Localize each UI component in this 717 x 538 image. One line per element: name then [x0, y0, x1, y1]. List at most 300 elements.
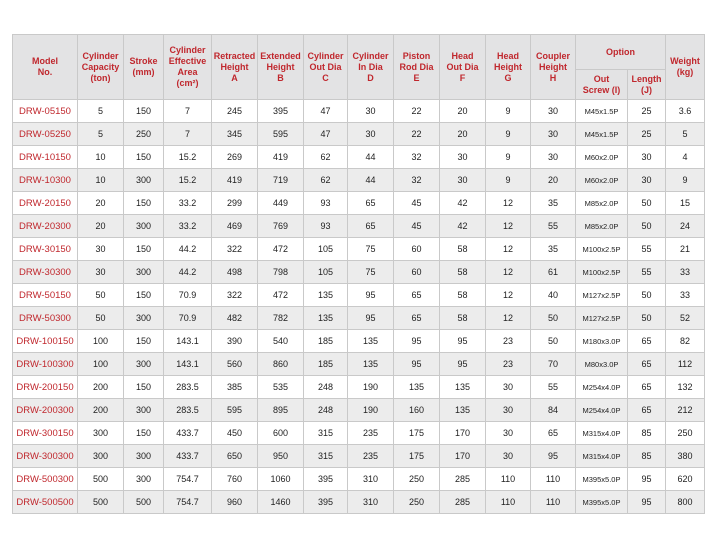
table-row [13, 192, 705, 215]
header-line: Effective [168, 56, 207, 66]
header-line: C [322, 72, 329, 83]
model-cell: DRW-50300 [13, 307, 78, 330]
stroke-cell: 150 [124, 100, 164, 123]
head-height-cell: 9 [486, 169, 531, 192]
header-line: Height [220, 61, 249, 72]
retracted-height-cell: 650 [212, 445, 258, 468]
extended-height-cell: 950 [258, 445, 304, 468]
table-row [13, 353, 705, 376]
cylinder-out-dia-cell: 135 [304, 307, 348, 330]
coupler-height-cell: 30 [531, 100, 576, 123]
weight-cell: 132 [666, 376, 705, 399]
head-out-dia-cell: 135 [440, 376, 486, 399]
cylinder-out-dia-cell: 395 [304, 491, 348, 514]
extended-height-cell: 769 [258, 215, 304, 238]
area-cell: 433.7 [164, 422, 212, 445]
retracted-height-cell: 419 [212, 169, 258, 192]
retracted-height-cell: 482 [212, 307, 258, 330]
cylinder-out-dia-cell: 93 [304, 215, 348, 238]
head-out-dia-cell: 285 [440, 491, 486, 514]
table-row [13, 146, 705, 169]
extended-height-cell: 895 [258, 399, 304, 422]
extended-height-cell: 719 [258, 169, 304, 192]
coupler-height-cell: 35 [531, 192, 576, 215]
extended-height-cell: 540 [258, 330, 304, 353]
header-line: (mm) [132, 67, 155, 77]
header-line: Screw (I) [582, 84, 621, 95]
piston-rod-dia-cell: 45 [394, 215, 440, 238]
header-line: Area [177, 67, 198, 77]
length-cell: 55 [628, 261, 666, 284]
retracted-height-cell: 385 [212, 376, 258, 399]
head-height-cell: 23 [486, 353, 531, 376]
capacity-cell: 10 [78, 169, 124, 192]
table-row [13, 422, 705, 445]
area-cell: 754.7 [164, 491, 212, 514]
piston-rod-dia-cell: 22 [394, 123, 440, 146]
out-screw-cell: M85x2.0P [576, 215, 628, 238]
head-height-cell: 110 [486, 491, 531, 514]
piston-rod-dia-cell: 65 [394, 307, 440, 330]
coupler-height-cell: 50 [531, 307, 576, 330]
model-cell: DRW-100150 [13, 330, 78, 353]
stroke-cell: 150 [124, 238, 164, 261]
extended-height-cell: 419 [258, 146, 304, 169]
cylinder-out-dia-cell: 315 [304, 445, 348, 468]
area-cell: 70.9 [164, 284, 212, 307]
table-row [13, 330, 705, 353]
head-out-dia-cell: 58 [440, 238, 486, 261]
stroke-cell: 300 [124, 468, 164, 491]
model-cell: DRW-100300 [13, 353, 78, 376]
retracted-height-cell: 322 [212, 284, 258, 307]
piston-rod-dia-cell: 65 [394, 284, 440, 307]
table-row [13, 100, 705, 123]
out-screw-cell: M127x2.5P [576, 307, 628, 330]
model-cell: DRW-05250 [13, 123, 78, 146]
retracted-height-cell: 322 [212, 238, 258, 261]
table-row [13, 307, 705, 330]
weight-cell: 33 [666, 284, 705, 307]
cylinder-out-dia-cell: 185 [304, 353, 348, 376]
table-row [13, 376, 705, 399]
piston-rod-dia-cell: 32 [394, 146, 440, 169]
capacity-cell: 500 [78, 468, 124, 491]
head-out-dia-cell: 20 [440, 100, 486, 123]
cylinder-out-dia-cell: 62 [304, 146, 348, 169]
header-line: Coupler [535, 50, 570, 61]
head-out-dia-cell: 170 [440, 445, 486, 468]
header-line: (J) [641, 84, 652, 95]
retracted-height-cell: 299 [212, 192, 258, 215]
extended-height-cell: 1460 [258, 491, 304, 514]
coupler-height-cell: 30 [531, 123, 576, 146]
stroke-cell: 300 [124, 169, 164, 192]
head-out-dia-cell: 58 [440, 307, 486, 330]
out-screw-cell: M100x2.5P [576, 261, 628, 284]
capacity-cell: 10 [78, 146, 124, 169]
piston-rod-dia-cell: 135 [394, 376, 440, 399]
length-cell: 95 [628, 491, 666, 514]
coupler-height-cell: 50 [531, 330, 576, 353]
table-header [13, 35, 705, 100]
out-screw-cell: M127x2.5P [576, 284, 628, 307]
length-cell: 30 [628, 146, 666, 169]
stroke-cell: 150 [124, 422, 164, 445]
length-cell: 30 [628, 169, 666, 192]
cylinder-out-dia-cell: 47 [304, 123, 348, 146]
table-body [13, 100, 705, 514]
stroke-cell: 150 [124, 192, 164, 215]
extended-height-cell: 600 [258, 422, 304, 445]
head-height-cell: 12 [486, 215, 531, 238]
capacity-cell: 5 [78, 123, 124, 146]
head-out-dia-cell: 285 [440, 468, 486, 491]
weight-cell: 5 [666, 123, 705, 146]
cylinder-out-dia-cell: 248 [304, 399, 348, 422]
out-screw-cell: M100x2.5P [576, 238, 628, 261]
out-screw-cell: M180x3.0P [576, 330, 628, 353]
area-cell: 143.1 [164, 353, 212, 376]
header-line: Head [451, 50, 474, 61]
capacity-cell: 20 [78, 192, 124, 215]
capacity-cell: 200 [78, 399, 124, 422]
weight-cell: 15 [666, 192, 705, 215]
header-line: Height [539, 61, 567, 72]
area-cell: 15.2 [164, 169, 212, 192]
header-line: (cm²) [176, 78, 199, 88]
out-screw-cell: M85x2.0P [576, 192, 628, 215]
extended-height-cell: 798 [258, 261, 304, 284]
retracted-height-cell: 245 [212, 100, 258, 123]
out-screw-cell: M254x4.0P [576, 399, 628, 422]
extended-height-cell: 860 [258, 353, 304, 376]
head-height-cell: 9 [486, 146, 531, 169]
capacity-cell: 500 [78, 491, 124, 514]
stroke-cell: 500 [124, 491, 164, 514]
header-line: No. [37, 67, 53, 77]
stroke-cell: 150 [124, 284, 164, 307]
stroke-cell: 300 [124, 261, 164, 284]
cylinder-in-dia-cell: 30 [348, 123, 394, 146]
header-line: (ton) [90, 72, 111, 83]
head-out-dia-cell: 95 [440, 330, 486, 353]
cylinder-out-dia-cell: 395 [304, 468, 348, 491]
stroke-cell: 300 [124, 215, 164, 238]
cylinder-out-dia-cell: 185 [304, 330, 348, 353]
header-option: Option [576, 35, 666, 70]
length-cell: 50 [628, 307, 666, 330]
weight-cell: 250 [666, 422, 705, 445]
table-row [13, 215, 705, 238]
weight-cell: 3.6 [666, 100, 705, 123]
stroke-cell: 150 [124, 330, 164, 353]
model-cell: DRW-20150 [13, 192, 78, 215]
cylinder-out-dia-cell: 62 [304, 169, 348, 192]
piston-rod-dia-cell: 32 [394, 169, 440, 192]
header-line: F [459, 72, 466, 83]
extended-height-cell: 1060 [258, 468, 304, 491]
coupler-height-cell: 35 [531, 238, 576, 261]
coupler-height-cell: 55 [531, 376, 576, 399]
table-row [13, 169, 705, 192]
head-height-cell: 110 [486, 468, 531, 491]
cylinder-in-dia-cell: 30 [348, 100, 394, 123]
stroke-cell: 300 [124, 445, 164, 468]
cylinder-in-dia-cell: 135 [348, 330, 394, 353]
piston-rod-dia-cell: 60 [394, 238, 440, 261]
length-cell: 50 [628, 215, 666, 238]
stroke-cell: 150 [124, 376, 164, 399]
area-cell: 33.2 [164, 192, 212, 215]
extended-height-cell: 535 [258, 376, 304, 399]
header-line: Out Dia [446, 61, 479, 72]
piston-rod-dia-cell: 175 [394, 445, 440, 468]
model-cell: DRW-500300 [13, 468, 78, 491]
stroke-cell: 300 [124, 353, 164, 376]
head-height-cell: 30 [486, 376, 531, 399]
table-row [13, 399, 705, 422]
header-line: Cylinder [352, 50, 389, 61]
capacity-cell: 300 [78, 422, 124, 445]
head-out-dia-cell: 42 [440, 192, 486, 215]
header-line: Head [496, 50, 519, 61]
weight-cell: 212 [666, 399, 705, 422]
header-line: Retracted [213, 50, 256, 61]
coupler-height-cell: 55 [531, 215, 576, 238]
out-screw-cell: M395x5.0P [576, 468, 628, 491]
table-row [13, 284, 705, 307]
length-cell: 65 [628, 353, 666, 376]
head-out-dia-cell: 95 [440, 353, 486, 376]
piston-rod-dia-cell: 95 [394, 353, 440, 376]
header-line: G [504, 72, 512, 83]
header-line: E [413, 72, 420, 83]
retracted-height-cell: 760 [212, 468, 258, 491]
cylinder-in-dia-cell: 75 [348, 238, 394, 261]
piston-rod-dia-cell: 160 [394, 399, 440, 422]
cylinder-out-dia-cell: 105 [304, 261, 348, 284]
area-cell: 7 [164, 100, 212, 123]
weight-cell: 9 [666, 169, 705, 192]
header-line: Out Dia [309, 61, 342, 72]
head-height-cell: 12 [486, 284, 531, 307]
head-out-dia-cell: 42 [440, 215, 486, 238]
head-height-cell: 23 [486, 330, 531, 353]
area-cell: 15.2 [164, 146, 212, 169]
length-cell: 95 [628, 468, 666, 491]
header-retracted-height [212, 35, 258, 100]
piston-rod-dia-cell: 60 [394, 261, 440, 284]
stroke-cell: 300 [124, 399, 164, 422]
header-line: Piston [402, 50, 431, 61]
length-cell: 85 [628, 422, 666, 445]
extended-height-cell: 595 [258, 123, 304, 146]
model-cell: DRW-500500 [13, 491, 78, 514]
head-height-cell: 30 [486, 445, 531, 468]
header-line: Model [32, 56, 58, 66]
head-out-dia-cell: 30 [440, 169, 486, 192]
header-line: Cylinder [169, 45, 206, 55]
cylinder-out-dia-cell: 248 [304, 376, 348, 399]
head-height-cell: 30 [486, 399, 531, 422]
capacity-cell: 100 [78, 330, 124, 353]
header-line: Cylinder [307, 50, 344, 61]
head-out-dia-cell: 58 [440, 261, 486, 284]
extended-height-cell: 449 [258, 192, 304, 215]
model-cell: DRW-300150 [13, 422, 78, 445]
header-head-out-dia [440, 35, 486, 100]
header-coupler-height [531, 35, 576, 100]
out-screw-cell: M80x3.0P [576, 353, 628, 376]
out-screw-cell: M45x1.5P [576, 100, 628, 123]
head-height-cell: 12 [486, 307, 531, 330]
header-line: Height [266, 61, 295, 72]
out-screw-cell: M395x5.0P [576, 491, 628, 514]
header-line: In Dia [358, 61, 383, 72]
cylinder-in-dia-cell: 95 [348, 307, 394, 330]
extended-height-cell: 395 [258, 100, 304, 123]
cylinder-in-dia-cell: 310 [348, 468, 394, 491]
header-line: D [367, 72, 374, 83]
head-out-dia-cell: 30 [440, 146, 486, 169]
header-out-screw [576, 70, 628, 100]
cylinder-out-dia-cell: 135 [304, 284, 348, 307]
weight-cell: 380 [666, 445, 705, 468]
cylinder-in-dia-cell: 235 [348, 422, 394, 445]
length-cell: 25 [628, 100, 666, 123]
cylinder-in-dia-cell: 44 [348, 146, 394, 169]
length-cell: 65 [628, 376, 666, 399]
capacity-cell: 30 [78, 238, 124, 261]
table-row [13, 123, 705, 146]
piston-rod-dia-cell: 250 [394, 491, 440, 514]
header-weight [666, 35, 705, 100]
area-cell: 44.2 [164, 238, 212, 261]
piston-rod-dia-cell: 45 [394, 192, 440, 215]
cylinder-in-dia-cell: 95 [348, 284, 394, 307]
model-cell: DRW-20300 [13, 215, 78, 238]
cylinder-in-dia-cell: 135 [348, 353, 394, 376]
area-cell: 33.2 [164, 215, 212, 238]
header-line: (kg) [676, 67, 694, 77]
extended-height-cell: 472 [258, 238, 304, 261]
header-line: Height [494, 61, 522, 72]
head-height-cell: 12 [486, 261, 531, 284]
piston-rod-dia-cell: 95 [394, 330, 440, 353]
weight-cell: 82 [666, 330, 705, 353]
header-line: A [231, 72, 238, 83]
header-line: H [549, 72, 557, 83]
header-line: Extended [260, 50, 301, 61]
length-cell: 65 [628, 330, 666, 353]
extended-height-cell: 782 [258, 307, 304, 330]
header-line: Length [631, 73, 662, 84]
coupler-height-cell: 110 [531, 491, 576, 514]
cylinder-in-dia-cell: 65 [348, 192, 394, 215]
cylinder-in-dia-cell: 190 [348, 376, 394, 399]
stroke-cell: 150 [124, 146, 164, 169]
model-cell: DRW-10150 [13, 146, 78, 169]
weight-cell: 24 [666, 215, 705, 238]
model-cell: DRW-30300 [13, 261, 78, 284]
weight-cell: 4 [666, 146, 705, 169]
retracted-height-cell: 960 [212, 491, 258, 514]
weight-cell: 52 [666, 307, 705, 330]
length-cell: 50 [628, 192, 666, 215]
header-line: Rod Dia [399, 61, 434, 72]
cylinder-in-dia-cell: 310 [348, 491, 394, 514]
head-out-dia-cell: 135 [440, 399, 486, 422]
area-cell: 283.5 [164, 376, 212, 399]
weight-cell: 21 [666, 238, 705, 261]
capacity-cell: 50 [78, 284, 124, 307]
capacity-cell: 200 [78, 376, 124, 399]
length-cell: 85 [628, 445, 666, 468]
header-length [628, 70, 666, 100]
head-height-cell: 9 [486, 123, 531, 146]
coupler-height-cell: 70 [531, 353, 576, 376]
retracted-height-cell: 269 [212, 146, 258, 169]
piston-rod-dia-cell: 175 [394, 422, 440, 445]
header-line: Weight [670, 56, 700, 66]
out-screw-cell: M60x2.0P [576, 146, 628, 169]
model-cell: DRW-300300 [13, 445, 78, 468]
table-row [13, 445, 705, 468]
cylinder-out-dia-cell: 105 [304, 238, 348, 261]
out-screw-cell: M60x2.0P [576, 169, 628, 192]
header-cylinder-out-dia [304, 35, 348, 100]
header-cylinder-in-dia [348, 35, 394, 100]
retracted-height-cell: 595 [212, 399, 258, 422]
table-row [13, 468, 705, 491]
header-model [13, 35, 78, 100]
head-height-cell: 12 [486, 238, 531, 261]
out-screw-cell: M254x4.0P [576, 376, 628, 399]
length-cell: 25 [628, 123, 666, 146]
cylinder-in-dia-cell: 65 [348, 215, 394, 238]
area-cell: 44.2 [164, 261, 212, 284]
length-cell: 65 [628, 399, 666, 422]
table-row [13, 261, 705, 284]
header-line: Cylinder [82, 50, 119, 61]
area-cell: 7 [164, 123, 212, 146]
coupler-height-cell: 40 [531, 284, 576, 307]
capacity-cell: 100 [78, 353, 124, 376]
length-cell: 50 [628, 284, 666, 307]
capacity-cell: 5 [78, 100, 124, 123]
cylinder-out-dia-cell: 47 [304, 100, 348, 123]
header-piston-rod-dia [394, 35, 440, 100]
area-cell: 754.7 [164, 468, 212, 491]
header-line: B [277, 72, 284, 83]
retracted-height-cell: 560 [212, 353, 258, 376]
header-stroke [124, 35, 164, 100]
header-area [164, 35, 212, 100]
coupler-height-cell: 84 [531, 399, 576, 422]
area-cell: 143.1 [164, 330, 212, 353]
head-height-cell: 30 [486, 422, 531, 445]
area-cell: 283.5 [164, 399, 212, 422]
coupler-height-cell: 65 [531, 422, 576, 445]
out-screw-cell: M315x4.0P [576, 422, 628, 445]
model-cell: DRW-10300 [13, 169, 78, 192]
coupler-height-cell: 61 [531, 261, 576, 284]
head-out-dia-cell: 170 [440, 422, 486, 445]
out-screw-cell: M315x4.0P [576, 445, 628, 468]
cylinder-in-dia-cell: 190 [348, 399, 394, 422]
cylinder-out-dia-cell: 315 [304, 422, 348, 445]
